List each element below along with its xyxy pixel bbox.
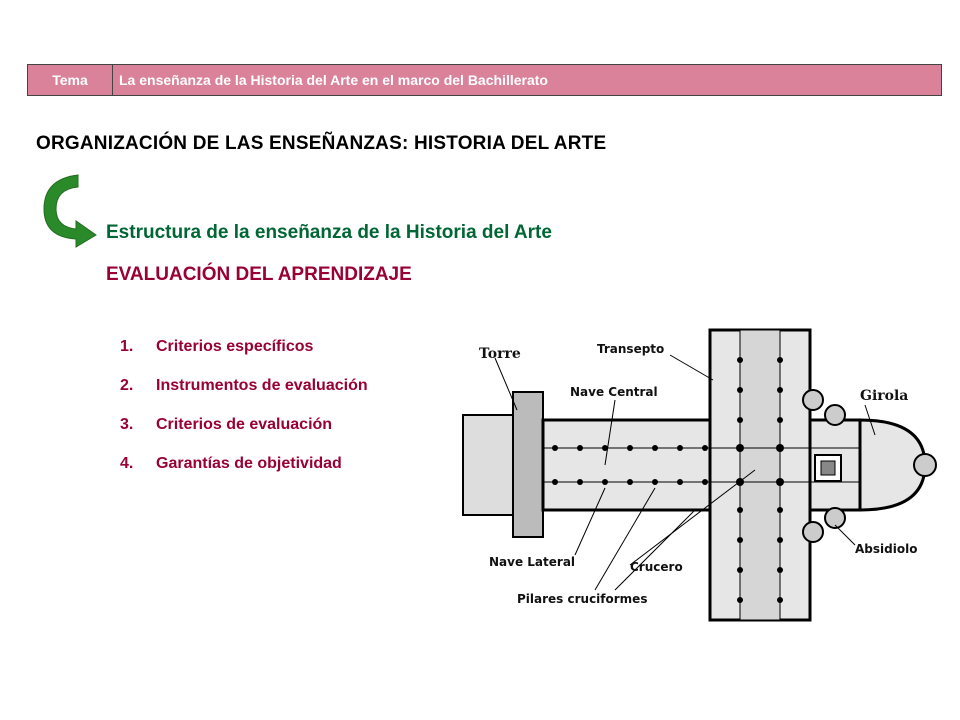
floor-plan-drawing [455, 320, 940, 630]
label-absidiolo: Absidiolo [855, 542, 918, 556]
label-torre: Torre [479, 346, 521, 362]
page-title: ORGANIZACIÓN DE LAS ENSEÑANZAS: HISTORIA DEL ARTE [36, 133, 607, 154]
list-item: 2. Instrumentos de evaluación [120, 377, 368, 394]
label-crucero: Crucero [630, 560, 683, 574]
topic-title: La enseñanza de la Historia del Arte en el marco del Bachillerato [119, 72, 548, 88]
criteria-list [120, 338, 368, 494]
list-item: 4. Garantías de objetividad [120, 455, 342, 472]
topic-header-table [27, 64, 942, 96]
list-item: 3. Criterios de evaluación [120, 416, 333, 433]
label-pilares: Pilares cruciformes [517, 592, 648, 606]
tema-label: Tema [28, 65, 113, 95]
label-girola: Girola [860, 388, 909, 404]
label-transepto: Transepto [597, 342, 665, 356]
section-heading: EVALUACIÓN DEL APRENDIZAJE [106, 264, 412, 285]
curved-arrow-icon [38, 171, 100, 249]
label-nave-central: Nave Central [570, 385, 658, 399]
structure-subtitle[interactable]: Estructura de la enseñanza de la Historia del Arte [106, 222, 552, 243]
list-item: 1. Criterios específicos [120, 338, 314, 355]
label-nave-lateral: Nave Lateral [489, 555, 576, 569]
cathedral-floor-plan [455, 320, 940, 630]
